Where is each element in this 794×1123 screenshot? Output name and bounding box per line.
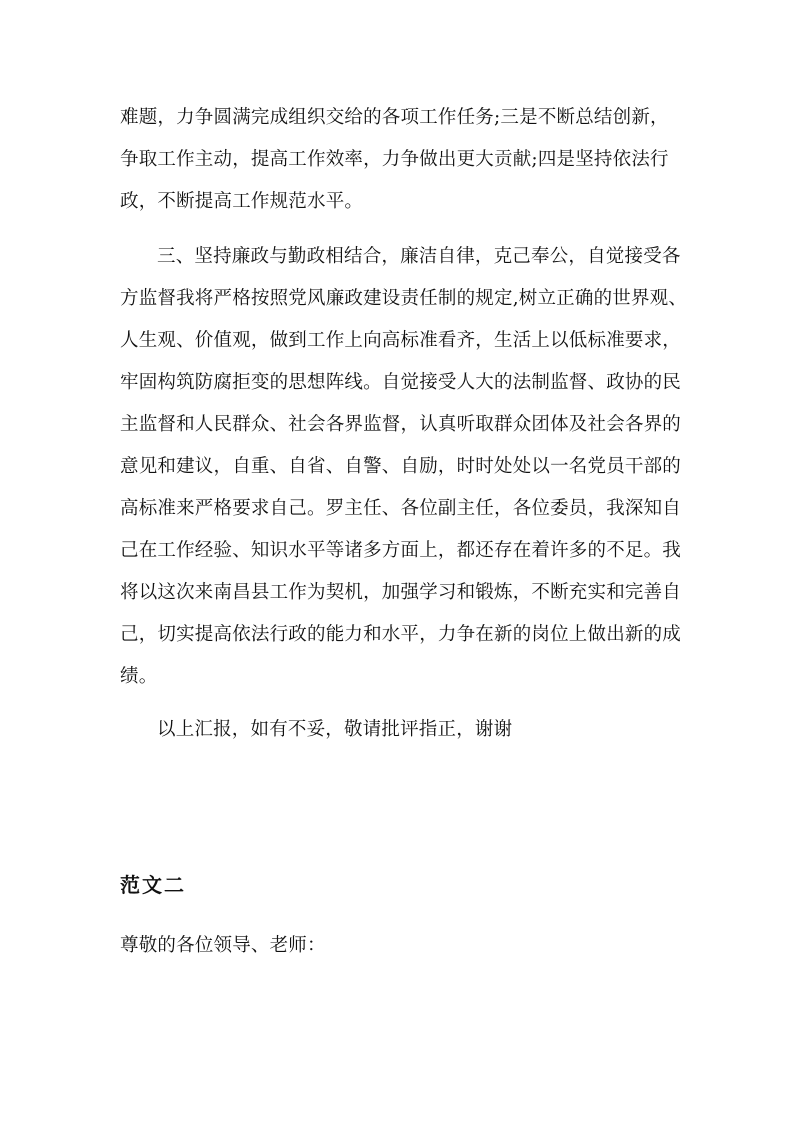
greeting-line: 尊敬的各位领导、老师： [120, 935, 326, 956]
paragraph-line: 争取工作主动，提高工作效率，力争做出更大贡献;四是坚持依法行 [120, 149, 669, 170]
paragraph-line: 难题，力争圆满完成组织交给的各项工作任务;三是不断总结创新， [120, 107, 669, 128]
section-title: 范文二 [120, 873, 186, 897]
paragraph-line: 高标准来严格要求自己。罗主任、各位副主任，各位委员，我深知自 [120, 498, 682, 519]
paragraph-line: 政，不断提高工作规范水平。 [120, 191, 364, 212]
paragraph-line: 己，切实提高依法行政的能力和水平，力争在新的岗位上做出新的成 [120, 624, 682, 645]
section-three-first-line: 三、坚持廉政与勤政相结合，廉洁自律，克己奉公，自觉接受各 [157, 246, 681, 267]
paragraph-line: 将以这次来南昌县工作为契机，加强学习和锻炼，不断充实和完善自 [120, 582, 682, 603]
paragraph-line: 主监督和人民群众、社会各界监督，认真听取群众团体及社会各界的 [120, 414, 682, 435]
paragraph-line: 己在工作经验、知识水平等诸多方面上，都还存在着许多的不足。我 [120, 540, 682, 561]
paragraph-line: 人生观、价值观，做到工作上向高标准看齐，生活上以低标准要求， [120, 330, 682, 351]
paragraph-line: 牢固构筑防腐拒变的思想阵线。自觉接受人大的法制监督、政协的民 [120, 372, 682, 393]
closing-line: 以上汇报，如有不妥，敬请批评指正，谢谢 [157, 719, 513, 740]
paragraph-line: 意见和建议，自重、自省、自警、自励，时时处处以一名党员干部的 [120, 456, 682, 477]
paragraph-line: 绩。 [120, 666, 158, 687]
paragraph-line: 方监督我将严格按照党风廉政建设责任制的规定,树立正确的世界观、 [120, 288, 688, 309]
